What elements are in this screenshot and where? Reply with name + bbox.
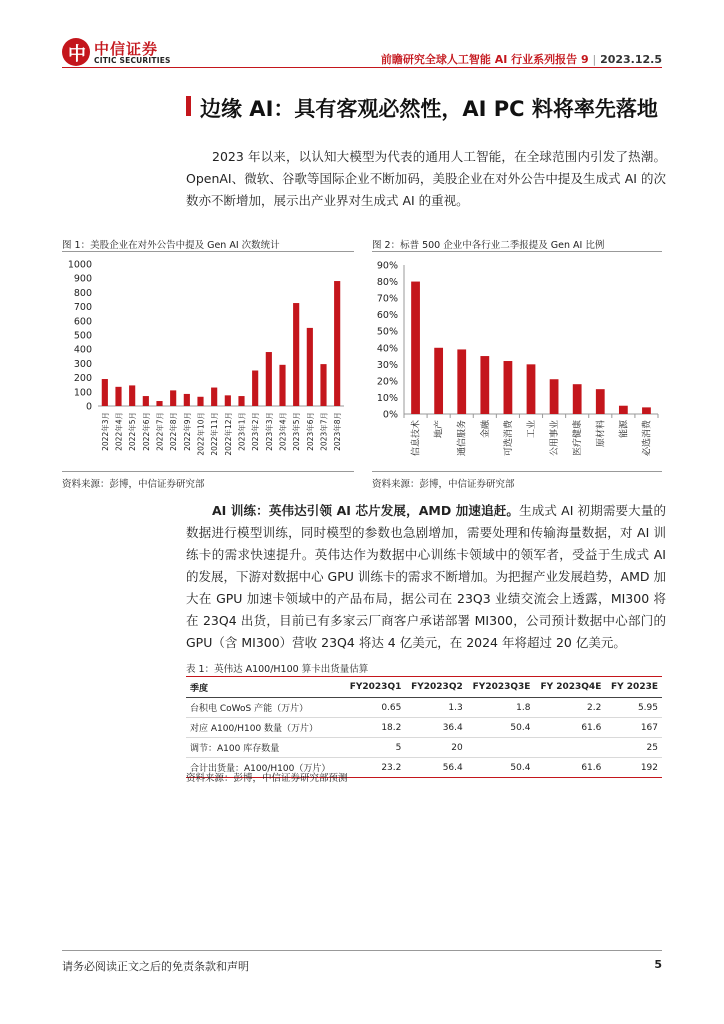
table-row — [186, 738, 662, 758]
x-tick-label: 2022年8月 — [169, 412, 179, 451]
bar — [184, 394, 190, 406]
cell: 5.95 — [605, 698, 662, 718]
bar — [642, 407, 651, 414]
cell — [467, 738, 535, 758]
cell: 192 — [605, 758, 662, 778]
y-tick-label: 100 — [73, 387, 92, 399]
x-tick-label: 工业 — [527, 420, 537, 439]
y-tick-label: 30% — [376, 359, 398, 371]
cell: 0.65 — [344, 698, 405, 718]
bar — [334, 281, 340, 406]
col-q1: FY2023Q1 — [344, 677, 405, 698]
bar — [480, 356, 489, 414]
bar — [252, 371, 258, 407]
row-label: 对应 A100/H100 数量（万片） — [186, 718, 344, 738]
table-row — [186, 698, 662, 718]
bar — [156, 401, 162, 406]
cell: 50.4 — [467, 718, 535, 738]
figure2-source: 资料来源：彭博，中信证券研究部 — [372, 479, 515, 490]
bar — [619, 406, 628, 414]
cell — [534, 738, 605, 758]
shipment-table — [186, 676, 662, 778]
cell: 61.6 — [534, 718, 605, 738]
figure1-caption-line — [62, 251, 354, 252]
bar — [307, 328, 313, 406]
report-header — [381, 51, 662, 67]
col-q2: FY2023Q2 — [405, 677, 466, 698]
y-tick-label: 800 — [73, 287, 92, 299]
x-tick-label: 原材料 — [596, 420, 607, 448]
cell: 36.4 — [405, 718, 466, 738]
y-tick-label: 20% — [376, 376, 398, 388]
table-header-row — [186, 677, 662, 698]
y-tick-label: 0 — [85, 401, 92, 413]
x-tick-label: 通信服务 — [457, 420, 468, 457]
bar — [596, 389, 605, 414]
table1-caption: 表 1：英伟达 A100/H100 算卡出货量估算 — [186, 664, 369, 675]
bar — [143, 396, 149, 406]
cell: 1.8 — [467, 698, 535, 718]
bar — [170, 390, 176, 406]
bar — [527, 364, 536, 414]
cell: 18.2 — [344, 718, 405, 738]
cell: 56.4 — [405, 758, 466, 778]
x-tick-label: 地产 — [434, 420, 445, 439]
x-tick-label: 金融 — [480, 420, 491, 439]
bar — [211, 388, 217, 406]
logo-cn-text: 中信证券 — [94, 40, 159, 58]
bar — [279, 365, 285, 406]
heading-marker — [186, 96, 191, 116]
bar — [102, 379, 108, 406]
bar — [197, 397, 203, 406]
y-tick-label: 500 — [73, 330, 92, 342]
y-tick-label: 1000 — [67, 259, 92, 271]
y-tick-label: 600 — [73, 316, 92, 328]
x-tick-label: 2023年3月 — [264, 412, 274, 451]
ai-training-lead: AI 训练：英伟达引领 AI 芯片发展，AMD 加速追赶。 — [212, 503, 520, 518]
bar — [129, 385, 135, 406]
x-tick-label: 2023年5月 — [292, 412, 302, 451]
chart-sp500-sector-ratio — [372, 254, 664, 469]
x-tick-label: 2023年2月 — [251, 412, 261, 451]
table1-source: 资料来源：彭博，中信证券研究部预测 — [186, 773, 348, 784]
bar — [266, 352, 272, 406]
bar — [225, 395, 231, 406]
bar — [238, 396, 244, 406]
x-tick-label: 2022年3月 — [100, 412, 110, 451]
figure2-source-line — [372, 471, 662, 472]
cell: 2.2 — [534, 698, 605, 718]
x-tick-label: 2022年12月 — [223, 412, 233, 456]
x-tick-label: 医疗健康 — [573, 420, 584, 457]
report-title: 前瞻研究全球人工智能 AI 行业系列报告 9 — [380, 53, 589, 66]
x-tick-label: 能源 — [619, 420, 630, 439]
figure1-source: 资料来源：彭博，中信证券研究部 — [62, 479, 205, 490]
x-tick-label: 2022年7月 — [155, 412, 165, 451]
x-tick-label: 2023年4月 — [278, 412, 288, 451]
x-tick-label: 2022年11月 — [210, 412, 220, 456]
cell: 61.6 — [534, 758, 605, 778]
footer-divider — [62, 950, 662, 951]
logo-en-text: CITIC SECURITIES — [94, 56, 171, 65]
col-quarter: 季度 — [186, 677, 344, 698]
y-tick-label: 400 — [73, 344, 92, 356]
chart-genai-mentions — [62, 254, 357, 469]
ai-training-body: 生成式 AI 初期需要大量的数据进行模型训练，同时模型的参数也急剧增加，需要处理和传输海量数据，对 AI 训练卡的需求快速提升。英伟达作为数据中心训练卡领域中的领军者，受益于生成式 AI 的发展，下游对数据中心 GPU 训练卡的需求不断增加。为把握产业发展趋势，AMD 加大在 GPU 加速卡领域中的产品布局，据公司在 23Q3 业绩交流会上透露，MI300 将在 23Q4 出货，目前已有多家云厂商客户承诺部署 MI300，公司预计数据中心部门的 GPU（含 MI300）营收 23Q4 将达 4 亿美元，在 2024 年将超过 20 亿美元。 — [186, 503, 666, 650]
cell: 1.3 — [405, 698, 466, 718]
y-tick-label: 900 — [73, 273, 92, 285]
x-tick-label: 2023年6月 — [305, 412, 315, 451]
cell: 5 — [344, 738, 405, 758]
col-q4e: FY 2023Q4E — [534, 677, 605, 698]
cell: 25 — [605, 738, 662, 758]
figure1-caption: 图 1：美股企业在对外公告中提及 Gen AI 次数统计 — [62, 240, 280, 251]
citic-logo-icon: 中 — [62, 38, 90, 66]
bar — [293, 303, 299, 406]
cell: 167 — [605, 718, 662, 738]
y-tick-label: 700 — [73, 302, 92, 314]
x-tick-label: 信息技术 — [411, 420, 422, 457]
row-label: 调节：A100 库存数量 — [186, 738, 344, 758]
bar — [115, 387, 121, 406]
ai-training-paragraph — [186, 500, 666, 654]
intro-paragraph: 2023 年以来，以认知大模型为代表的通用人工智能，在全球范围内引发了热潮。OpenAI、微软、谷歌等国际企业不断加码，美股企业在对外公告中提及生成式 AI 的次数亦不断增加，展示出产业界对生成式 AI 的重视。 — [186, 149, 666, 208]
bar — [320, 364, 326, 406]
report-date: 2023.12.5 — [600, 53, 662, 66]
cell: 23.2 — [344, 758, 405, 778]
bar — [550, 379, 559, 414]
row-label: 台积电 CoWoS 产能（万片） — [186, 698, 344, 718]
cell: 50.4 — [467, 758, 535, 778]
col-fye: FY 2023E — [605, 677, 662, 698]
x-tick-label: 2022年4月 — [114, 412, 124, 451]
x-tick-label: 2022年9月 — [182, 412, 192, 451]
table-row — [186, 718, 662, 738]
x-tick-label: 公用事业 — [550, 420, 561, 457]
y-tick-label: 80% — [376, 277, 398, 289]
x-tick-label: 2023年1月 — [237, 412, 247, 451]
page-number: 5 — [654, 958, 662, 971]
col-q3e: FY2023Q3E — [467, 677, 535, 698]
y-tick-label: 0% — [382, 409, 398, 421]
bar — [573, 384, 582, 414]
figure2-caption-line — [372, 251, 662, 252]
y-tick-label: 10% — [376, 392, 398, 404]
bar — [457, 349, 466, 414]
footer-disclaimer: 请务必阅读正文之后的免责条款和声明 — [62, 960, 249, 973]
y-tick-label: 300 — [73, 358, 92, 370]
x-tick-label: 2023年7月 — [319, 412, 329, 451]
y-tick-label: 40% — [376, 343, 398, 355]
bar — [434, 348, 443, 414]
figure1-source-line — [62, 471, 354, 472]
bar — [504, 361, 513, 414]
y-tick-label: 200 — [73, 373, 92, 385]
y-tick-label: 70% — [376, 293, 398, 305]
cell: 20 — [405, 738, 466, 758]
y-tick-label: 90% — [376, 260, 398, 272]
y-tick-label: 60% — [376, 310, 398, 322]
figure2-caption: 图 2：标普 500 企业中各行业二季报提及 Gen AI 比例 — [372, 240, 605, 251]
x-tick-label: 2023年8月 — [333, 412, 343, 451]
x-tick-label: 可选消费 — [503, 420, 514, 457]
header-divider — [62, 67, 662, 68]
x-tick-label: 2022年6月 — [141, 412, 151, 451]
bar — [411, 282, 420, 414]
x-tick-label: 2022年10月 — [196, 412, 206, 456]
y-tick-label: 50% — [376, 326, 398, 338]
row-label: 合计出货量：A100/H100（万片） — [186, 758, 344, 778]
header-separator: | — [592, 53, 597, 66]
x-tick-label: 2022年5月 — [128, 412, 138, 451]
x-tick-label: 必选消费 — [642, 420, 653, 457]
section-heading: 边缘 AI：具有客观必然性，AI PC 料将率先落地 — [200, 97, 658, 121]
